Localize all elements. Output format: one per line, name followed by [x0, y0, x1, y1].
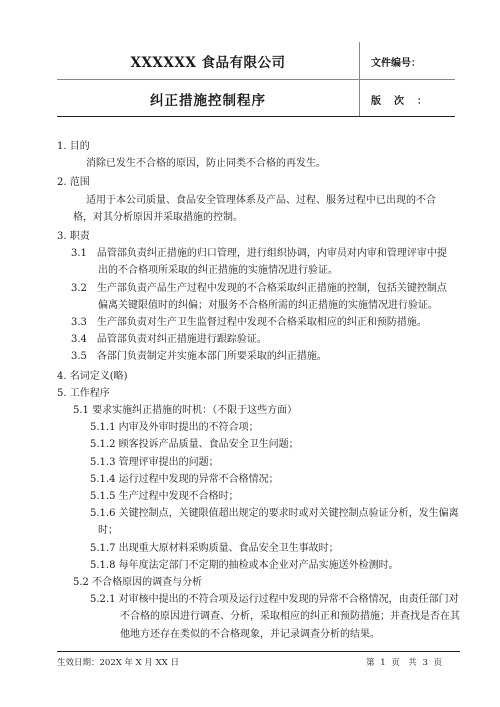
section-5-1: 5.1 要求实施纠正措施的时机：（不限于这些方面） — [73, 405, 298, 416]
section-3-1-line2: 出的不合格项所采取的纠正措施的实施情况进行验证。 — [98, 265, 338, 277]
section-3-title: 3. 职责 — [57, 231, 90, 242]
section-3-3: 3.3 生产部负责对生产卫生监督过程中发现不合格采取相应的纠正和预防措施。 — [71, 317, 427, 328]
item-5-1-6-line2: 时； — [98, 525, 118, 537]
section-3-2-line2: 偏离关键限值时的纠偏；对服务不合格所需的纠正措施的实施情况进行验证。 — [98, 299, 438, 311]
item-5-1-4: 5.1.4 运行过程中发现的异常不合格情况； — [90, 473, 279, 485]
section-2-title: 2. 范围 — [57, 177, 90, 189]
section-5-title: 5. 工作程序 — [57, 387, 110, 399]
section-5-2: 5.2 不合格原因的调查与分析 — [73, 577, 203, 588]
doc-number-label: 文件编号： — [371, 58, 421, 69]
section-4-title: 4. 名词定义(略) — [57, 370, 128, 382]
page-number: 第 1 页 共 3 页 — [366, 658, 443, 668]
section-1-text: 消除已发生不合格的原因，防止同类不合格的再发生。 — [86, 158, 326, 170]
header-divider — [359, 42, 360, 116]
company-name: XXXXXX 食品有限公司 — [130, 55, 286, 71]
item-5-1-8: 5.1.8 每年度法定部门不定期的抽检或本企业对产品实施送外检测时。 — [90, 559, 399, 571]
document-header — [57, 42, 455, 117]
item-5-1-3: 5.1.3 管理评审提出的问题； — [90, 456, 219, 468]
section-3-5: 3.5 各部门负责制定并实施本部门所要采取的纠正措施。 — [71, 351, 327, 363]
item-5-1-6-line1: 5.1.6 关键控制点，关键限值超出规定的要求时或对关键控制点验证分析，发生偏离 — [90, 508, 459, 520]
item-5-2-1-line3: 他地方还存在类似的不合格现象，并记录调查分析的结果。 — [120, 628, 380, 640]
section-3-4: 3.4 品管部负责对纠正措施进行跟踪验证。 — [71, 334, 267, 346]
item-5-2-1-line2: 不合格的原因进行调查、分析，采取相应的纠正和预防措施；并查找是否在其 — [120, 611, 460, 623]
section-3-1-line1: 3.1 品管部负责纠正措施的归口管理，进行组织协调，内审员对内审和管理评审中提 — [71, 248, 447, 260]
effective-date: 生效日期：202X 年 X 月 XX 日 — [57, 658, 179, 668]
item-5-1-1: 5.1.1 内审及外审时提出的不符合项； — [90, 422, 259, 434]
procedure-title: 纠正措施控制程序 — [150, 93, 266, 109]
section-1-title: 1. 目的 — [57, 141, 90, 152]
item-5-1-2: 5.1.2 顾客投诉产品质量、食品安全卫生问题； — [90, 439, 299, 451]
item-5-1-5: 5.1.5 生产过程中发现不合格时； — [90, 491, 239, 502]
section-3-2-line1: 3.2 生产部负责产品生产过程中发现的不合格采取纠正措施的控制，包括关键控制点 — [71, 282, 447, 294]
item-5-1-7: 5.1.7 出现重大原材料采购质量、食品安全卫生事故时； — [90, 542, 339, 554]
item-5-2-1-line1: 5.2.1 对审核中提出的不符合项及运行过程中发现的异常不合格情况，由责任部门对 — [90, 594, 459, 606]
version-label: 版次： — [371, 96, 440, 107]
section-2-text-line1: 适用于本公司质量、食品安全管理体系及产品、过程、服务过程中已出现的不合 — [86, 194, 436, 206]
section-2-text-line2: 格，对其分析原因并采取措施的控制。 — [73, 211, 243, 223]
footer-rule — [57, 651, 460, 652]
